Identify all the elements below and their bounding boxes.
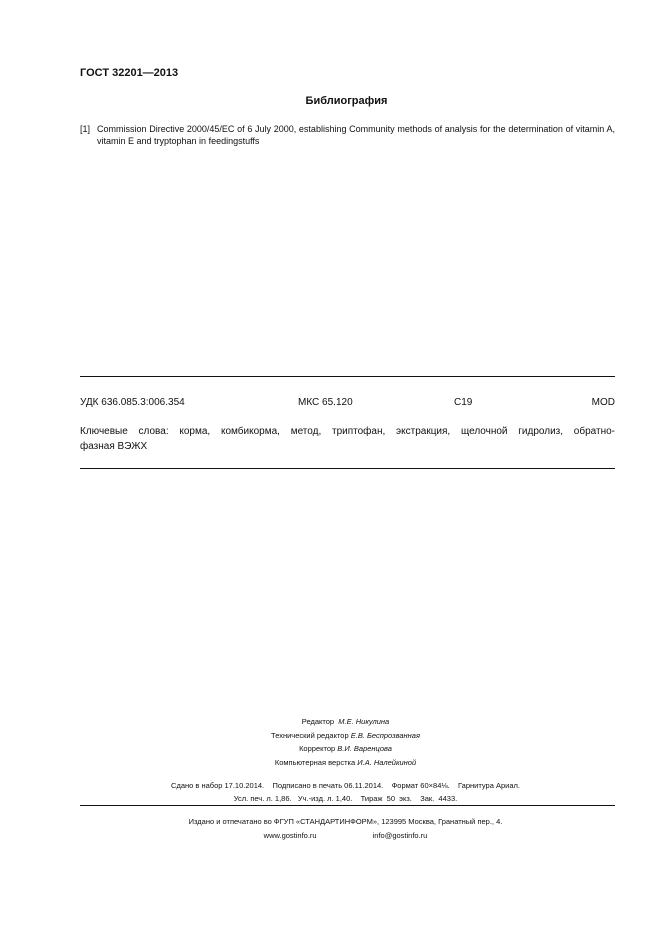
- divider-top: [80, 376, 615, 377]
- print-info-line-2: Усл. печ. л. 1,86. Уч.-изд. л. 1,40. Тираж 50 экз. Зак. 4433.: [233, 793, 458, 803]
- keywords: [80, 424, 615, 454]
- print-info-line-1: Сдано в набор 17.10.2014. Подписано в печать 06.11.2014. Формат 60×84⅛. Гарнитура Ариал.: [171, 781, 520, 790]
- credit-name: Е.В. Беспрозванная: [350, 730, 420, 740]
- mks-code: МКС 65.120: [298, 397, 353, 408]
- credit-label: Технический редактор: [271, 730, 349, 740]
- credit-name: В.И. Варенцова: [337, 744, 392, 753]
- credit-corrector: [30, 742, 661, 756]
- credit-name: И.А. Налейкиной: [357, 757, 417, 767]
- harmonization-degree: MOD: [591, 397, 615, 408]
- credit-label: Редактор: [301, 717, 335, 726]
- okstu-code: С19: [454, 397, 473, 408]
- credit-tech-editor: [30, 729, 661, 743]
- divider-bottom: [80, 468, 615, 469]
- divider-footer: [80, 805, 615, 806]
- publisher-address: Издано и отпечатано во ФГУП «СТАНДАРТИНФОРМ», 123995 Москва, Гранатный пер., 4.: [188, 817, 503, 826]
- publisher-contacts: [30, 829, 661, 843]
- credit-label: Компьютерная верстка: [274, 757, 356, 767]
- credit-editor: [30, 715, 661, 729]
- publisher-website[interactable]: www.gostinfo.ru: [263, 830, 317, 840]
- keywords-line-2: фазная ВЭЖХ: [80, 441, 148, 452]
- udk-code: УДК 636.085.3:006.354: [80, 397, 185, 408]
- credit-label: Корректор: [299, 744, 336, 753]
- credits-block: [0, 715, 661, 769]
- keywords-line-1: Ключевые слова: корма, комбикорма, метод, триптофан, экстракция, щелочной гидролиз, обратно-: [80, 426, 615, 437]
- bibliography-entry: [80, 123, 615, 147]
- standard-number: ГОСТ 32201—2013: [80, 67, 179, 79]
- reference-text: Commission Directive 2000/45/EC of 6 July 2000, establishing Community methods of analysis for the determination of vitamin A, vitamin E and tryptophan in feedingstuffs: [97, 124, 615, 146]
- publisher-block: [0, 815, 661, 842]
- reference-number: [1]: [80, 124, 91, 134]
- credit-layout: [30, 756, 661, 770]
- credit-name: М.Е. Никулина: [338, 717, 390, 726]
- print-info: [0, 780, 661, 805]
- publisher-email[interactable]: info@gostinfo.ru: [372, 830, 428, 840]
- bibliography-title: Библиография: [305, 95, 388, 107]
